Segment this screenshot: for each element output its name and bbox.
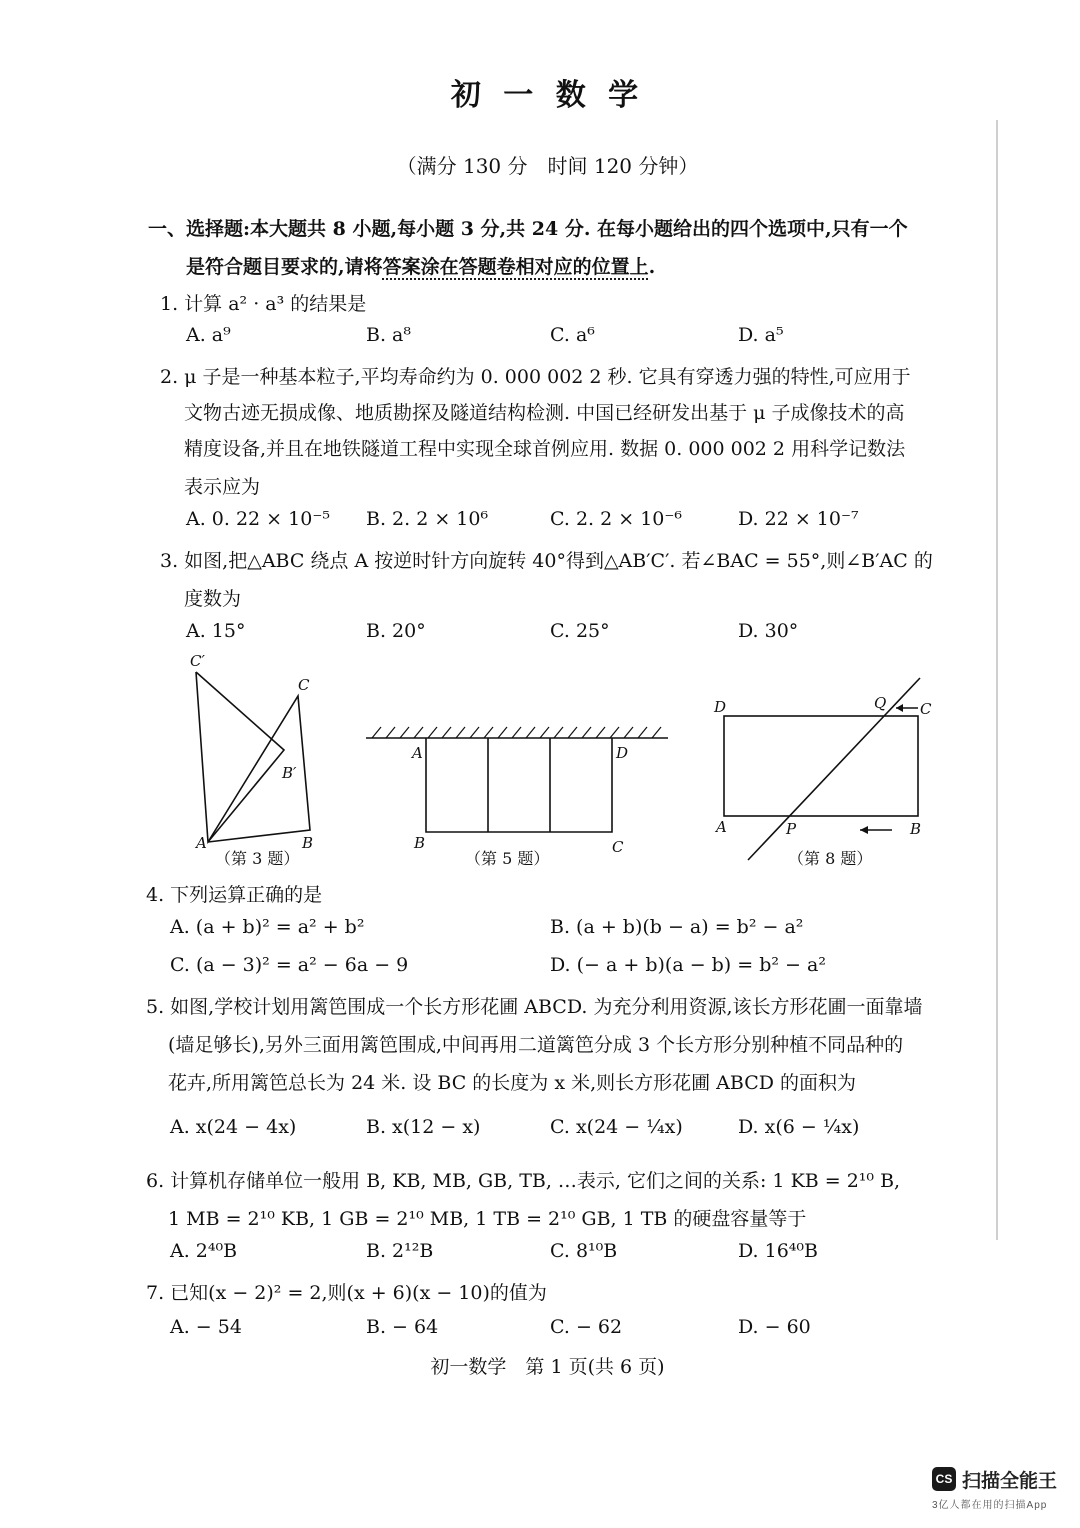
fig8-label-a: A — [716, 818, 727, 836]
scan-edge-line — [996, 120, 998, 1240]
question-3-line2: 度数为 — [184, 588, 242, 610]
wall-hatching — [372, 727, 661, 738]
camscanner-logo-icon: CS — [932, 1467, 956, 1491]
q3-option-c[interactable]: C. 25° — [550, 620, 610, 642]
q7-option-b[interactable]: B. − 64 — [366, 1316, 439, 1338]
question-4: 4. 下列运算正确的是 — [146, 884, 323, 906]
page-footer: 初一数学 第 1 页(共 6 页) — [430, 1356, 665, 1378]
hatch-mark — [372, 727, 381, 738]
q1-option-d[interactable]: D. a⁵ — [738, 324, 784, 346]
hatch-mark — [652, 727, 661, 738]
camscanner-tagline: 3亿人都在用的扫描App — [932, 1500, 1048, 1511]
triangle-ab-prime-c-prime — [196, 672, 284, 842]
q7-option-c[interactable]: C. − 62 — [550, 1316, 623, 1338]
q2-option-d[interactable]: D. 22 × 10⁻⁷ — [738, 508, 859, 530]
fig3-label-b: B — [302, 834, 314, 852]
hatch-mark — [484, 727, 493, 738]
arrow-b-head — [860, 826, 868, 834]
fig8-label-p: P — [786, 820, 797, 838]
hatch-mark — [498, 727, 507, 738]
hatch-mark — [554, 727, 563, 738]
q4-option-c[interactable]: C. (a − 3)² = a² − 6a − 9 — [170, 954, 409, 976]
question-6-line2: 1 MB = 2¹⁰ KB, 1 GB = 2¹⁰ MB, 1 TB = 2¹⁰ GB, 1 TB 的硬盘容量等于 — [168, 1208, 807, 1230]
q1-option-b[interactable]: B. a⁸ — [366, 324, 411, 346]
section-heading-line1: 一、选择题:本大题共 8 小题,每小题 3 分,共 24 分. 在每小题给出的四个选项中,只有一个 — [148, 218, 908, 240]
q5-option-b[interactable]: B. x(12 − x) — [366, 1116, 481, 1138]
q1-option-a[interactable]: A. a⁹ — [186, 324, 231, 346]
fig8-label-d: D — [714, 698, 727, 716]
q3-option-b[interactable]: B. 20° — [366, 620, 426, 642]
hatch-mark — [526, 727, 535, 738]
fig5-label-c: C — [612, 838, 624, 856]
q6-option-b[interactable]: B. 2¹²B — [366, 1240, 434, 1262]
emphasis-text: 答案涂在答题卷相对应的位置上 — [382, 256, 649, 278]
hatch-mark — [414, 727, 423, 738]
q6-option-d[interactable]: D. 16⁴⁰B — [738, 1240, 819, 1262]
q7-option-d[interactable]: D. − 60 — [738, 1316, 811, 1338]
page-title: 初 一 数 学 — [450, 78, 645, 113]
fig5-label-a: A — [412, 744, 423, 762]
q4-option-b[interactable]: B. (a + b)(b − a) = b² − a² — [550, 916, 804, 938]
question-6-line1: 6. 计算机存储单位一般用 B, KB, MB, GB, TB, …表示, 它们之间的关系: 1 KB = 2¹⁰ B, — [146, 1170, 901, 1192]
q3-option-d[interactable]: D. 30° — [738, 620, 799, 642]
camscanner-brand-name: 扫描全能王 — [962, 1471, 1058, 1492]
hatch-mark — [470, 727, 479, 738]
question-2-line3: 精度设备,并且在地铁隧道工程中实现全球首例应用. 数据 0. 000 002 2 用科学记数法 — [184, 438, 906, 460]
question-2-line2: 文物古迹无损成像、地质勘探及隧道结构检测. 中国已经研发出基于 μ 子成像技术的高 — [184, 402, 905, 424]
rectangle-abcd — [724, 716, 918, 816]
question-5-line3: 花卉,所用篱笆总长为 24 米. 设 BC 的长度为 x 米,则长方形花圃 ABCD 的面积为 — [168, 1072, 857, 1094]
fig8-label-c: C — [920, 700, 932, 718]
fig8-label-b: B — [910, 820, 922, 838]
q1-option-c[interactable]: C. a⁶ — [550, 324, 595, 346]
hatch-mark — [456, 727, 465, 738]
fig3-label-a: A — [196, 834, 207, 852]
figure-3 — [180, 650, 330, 865]
figure-5-caption: （第 5 题） — [465, 849, 550, 868]
question-7: 7. 已知(x − 2)² = 2,则(x + 6)(x − 10)的值为 — [146, 1282, 547, 1304]
hatch-mark — [442, 727, 451, 738]
q2-option-a[interactable]: A. 0. 22 × 10⁻⁵ — [186, 508, 330, 530]
crease-line-pq — [748, 678, 920, 860]
hatch-mark — [638, 727, 647, 738]
fig5-label-d: D — [616, 744, 629, 762]
fig3-label-b-prime: B′ — [282, 764, 297, 782]
question-2-line4: 表示应为 — [184, 476, 261, 498]
q5-option-d[interactable]: D. x(6 − ¼x) — [738, 1116, 860, 1138]
exam-info: （满分 130 分 时间 120 分钟） — [396, 154, 699, 178]
fig8-label-q: Q — [874, 694, 887, 712]
hatch-mark — [582, 727, 591, 738]
figure-8-caption: （第 8 题） — [788, 849, 873, 868]
hatch-mark — [610, 727, 619, 738]
arrow-c-head — [896, 704, 903, 712]
q6-option-c[interactable]: C. 8¹⁰B — [550, 1240, 618, 1262]
fig5-label-b: B — [414, 834, 426, 852]
q4-option-a[interactable]: A. (a + b)² = a² + b² — [170, 916, 365, 938]
figure-8 — [710, 670, 950, 870]
q5-option-a[interactable]: A. x(24 − 4x) — [170, 1116, 297, 1138]
figure-3-caption: （第 3 题） — [215, 849, 300, 868]
hatch-mark — [540, 727, 549, 738]
q6-option-a[interactable]: A. 2⁴⁰B — [170, 1240, 238, 1262]
question-2-line1: 2. μ 子是一种基本粒子,平均寿命约为 0. 000 002 2 秒. 它具有穿透力强的特性,可应用于 — [160, 366, 911, 388]
hatch-mark — [400, 727, 409, 738]
question-5-line2: (墙足够长),另外三面用篱笆围成,中间再用二道篱笆分成 3 个长方形分别种植不同品种的 — [168, 1034, 904, 1056]
hatch-mark — [596, 727, 605, 738]
q2-option-b[interactable]: B. 2. 2 × 10⁶ — [366, 508, 489, 530]
question-5-line1: 5. 如图,学校计划用篱笆围成一个长方形花圃 ABCD. 为充分利用资源,该长方形花圃一面靠墙 — [146, 996, 923, 1018]
hatch-mark — [386, 727, 395, 738]
section-heading-line2: 是符合题目要求的,请将答案涂在答题卷相对应的位置上. — [186, 256, 656, 278]
q4-option-d[interactable]: D. (− a + b)(a − b) = b² − a² — [550, 954, 826, 976]
question-3-line1: 3. 如图,把△ABC 绕点 A 按逆时针方向旋转 40°得到△AB′C′. 若∠BAC = 55°,则∠B′AC 的 — [160, 550, 933, 572]
fig3-label-c: C — [298, 676, 310, 694]
q3-option-a[interactable]: A. 15° — [186, 620, 246, 642]
hatch-mark — [428, 727, 437, 738]
question-1: 1. 计算 a² · a³ 的结果是 — [160, 293, 367, 315]
hatch-mark — [568, 727, 577, 738]
q2-option-c[interactable]: C. 2. 2 × 10⁻⁶ — [550, 508, 683, 530]
hatch-mark — [512, 727, 521, 738]
figure-5 — [360, 722, 680, 857]
fig3-label-c-prime: C′ — [190, 652, 205, 670]
q7-option-a[interactable]: A. − 54 — [170, 1316, 242, 1338]
fence-outer — [426, 738, 612, 832]
q5-option-c[interactable]: C. x(24 − ¼x) — [550, 1116, 683, 1138]
hatch-mark — [624, 727, 633, 738]
